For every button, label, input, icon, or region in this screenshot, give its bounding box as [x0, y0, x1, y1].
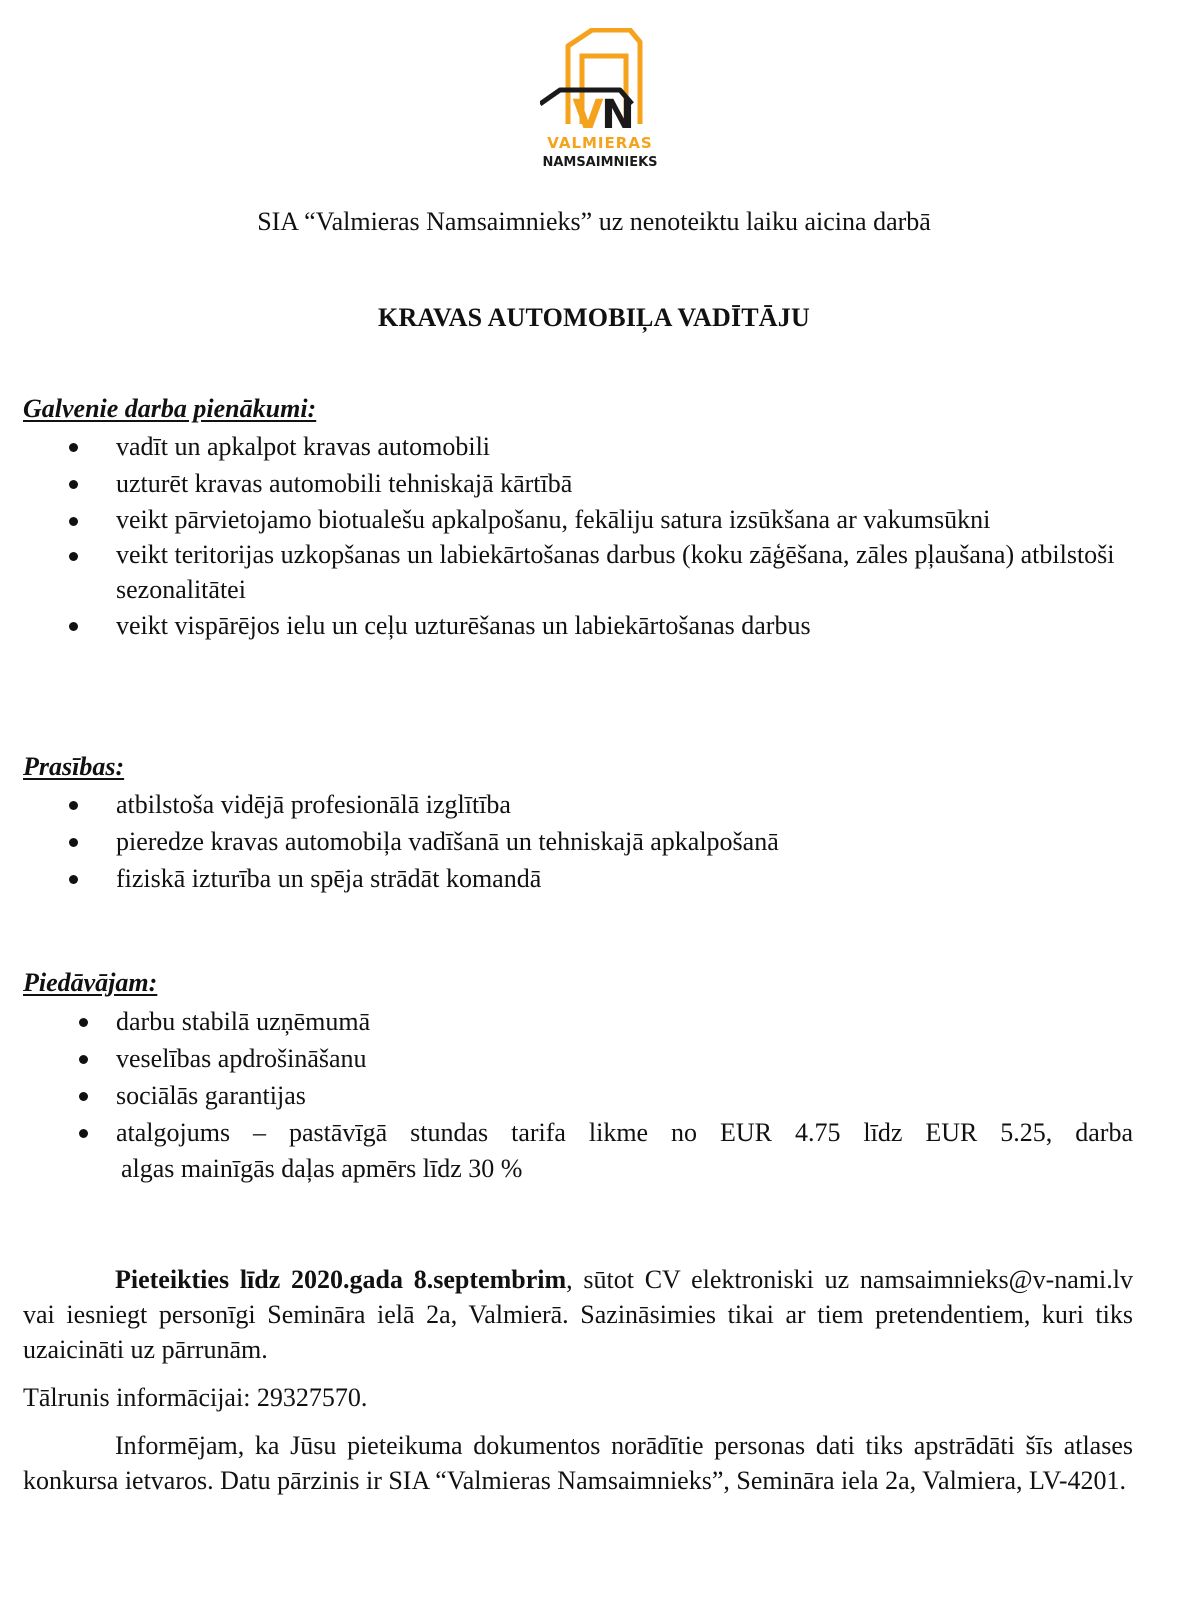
- logo-letter-n: N: [601, 92, 635, 138]
- requirements-list: [0, 786, 1188, 897]
- job-title: KRAVAS AUTOMOBIĻA VADĪTĀJU: [378, 303, 810, 332]
- list-item: vadīt un apkalpot kravas automobili: [0, 428, 1188, 465]
- duties-list: [0, 428, 1188, 644]
- apply-paragraph: [23, 1262, 1133, 1367]
- intro-text: SIA “Valmieras Namsaimnieks” uz nenoteiktu laiku aicina darbā: [257, 207, 931, 236]
- house-logo-icon: [540, 28, 670, 173]
- logo-line1: VALMIERAS: [547, 134, 653, 152]
- phone-line: Tālrunis informācijai: 29327570.: [23, 1383, 368, 1412]
- list-item: fiziskā izturība un spēja strādāt komandā: [0, 860, 1188, 897]
- requirements-heading: Prasības:: [23, 752, 125, 781]
- privacy-text: Informējam, ka Jūsu pieteikuma dokumentos norādītie personas dati tiks apstrādāti šīs atlases konkursa ietvaros. Datu pārzinis ir SIA “Valmieras Namsaimnieks”, Semināra iela 2a, Valmiera, LV-4201.: [23, 1431, 1133, 1495]
- logo-line2: NAMSAIMNIEKS: [542, 155, 658, 170]
- list-item: atbilstoša vidējā profesionālā izglītība: [0, 786, 1188, 823]
- offer-item-continuation: algas mainīgās daļas apmērs līdz 30 %: [121, 1154, 523, 1183]
- logo-letter-v: V: [572, 92, 604, 138]
- list-item: atalgojums – pastāvīgā stundas tarifa likme no EUR 4.75 līdz EUR 5.25, darba: [0, 1114, 1188, 1151]
- list-item: uzturēt kravas automobili tehniskajā kārtībā: [0, 465, 1188, 502]
- list-item: pieredze kravas automobiļa vadīšanā un tehniskajā apkalpošanā: [0, 823, 1188, 860]
- duties-heading: Galvenie darba pienākumi:: [23, 394, 317, 423]
- list-item: darbu stabilā uzņēmumā: [0, 1003, 1188, 1040]
- list-item: veselības apdrošināšanu: [0, 1040, 1188, 1077]
- offer-list: [0, 1003, 1188, 1151]
- list-item: sociālās garantijas: [0, 1077, 1188, 1114]
- company-logo: [540, 28, 670, 173]
- apply-deadline: Pieteikties līdz 2020.gada 8.septembrim: [115, 1265, 567, 1294]
- offer-heading: Piedāvājam:: [23, 968, 158, 997]
- list-item: veikt teritorijas uzkopšanas un labiekārtošanas darbus (koku zāģēšana, zāles pļaušana) atbilstoši sezonalitātei: [0, 537, 1188, 607]
- list-item: veikt pārvietojamo biotualešu apkalpošanu, fekāliju satura izsūkšana ar vakumsūkni: [0, 502, 1188, 537]
- apply-details: , sūtot CV elektroniski uz namsaimnieks@v-nami.lv vai iesniegt personīgi Semināra ielā 2a, Valmierā. Sazināsimies tikai ar tiem pretendentiem, kuri tiks uzaicināti uz pārrunām.: [23, 1265, 1133, 1364]
- list-item: veikt vispārējos ielu un ceļu uzturēšanas un labiekārtošanas darbus: [0, 607, 1188, 644]
- privacy-paragraph: [23, 1428, 1133, 1498]
